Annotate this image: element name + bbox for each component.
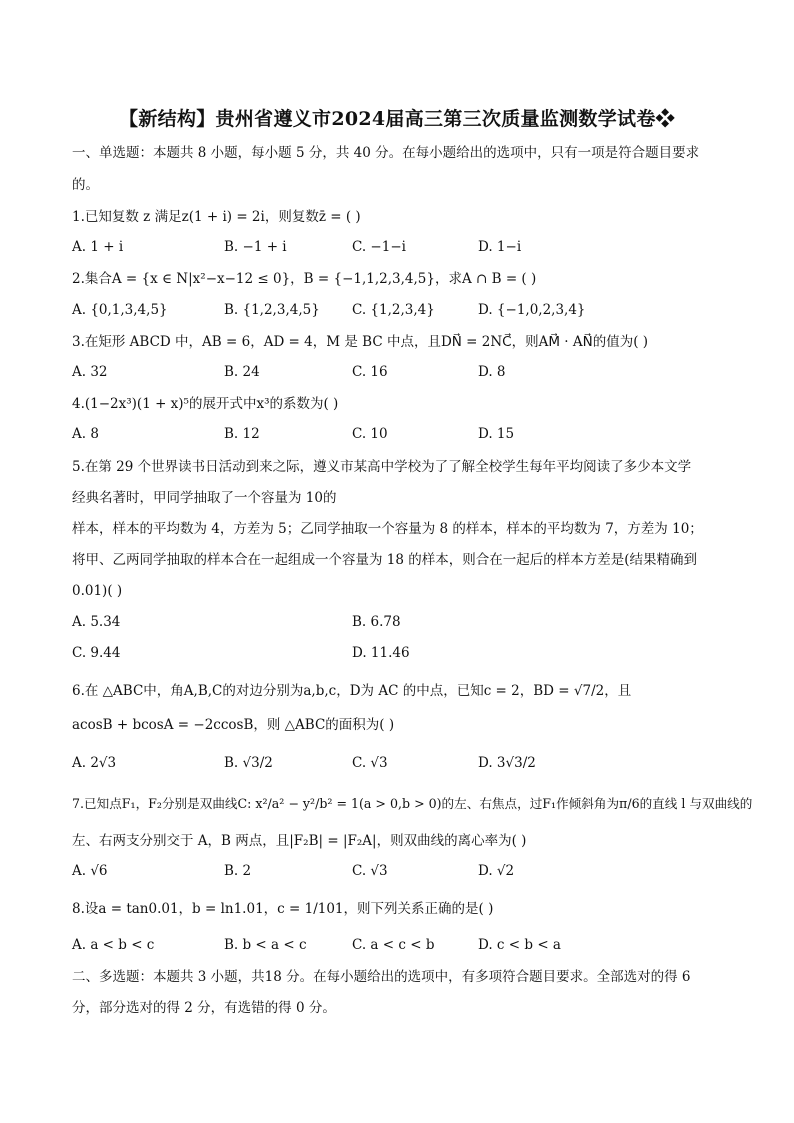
section2-heading-line2: 分，部分选对的得 2 分，有选错的得 0 分。 bbox=[72, 1000, 336, 1016]
question-7-stem-line1: 7.已知点F₁，F₂分别是双曲线C: x²/a² − y²/b² = 1(a > 0,b > 0)的左、右焦点，过F₁作倾斜角为π/6的直线 l 与双曲线的 bbox=[72, 796, 753, 811]
question-5-stem-line5: 0.01)( ) bbox=[72, 583, 123, 599]
section1-heading-line1: 一、单选题：本题共 8 小题，每小题 5 分，共 40 分。在每小题给出的选项中，只有一项是符合题目要求 bbox=[72, 145, 700, 161]
q8-option-b[interactable]: B. b < a < c bbox=[224, 937, 307, 953]
q1-option-a[interactable]: A. 1 + i bbox=[72, 239, 124, 255]
q8-option-a[interactable]: A. a < b < c bbox=[72, 937, 155, 953]
q8-option-c[interactable]: C. a < c < b bbox=[352, 937, 435, 953]
q4-option-b[interactable]: B. 12 bbox=[224, 426, 260, 442]
q5-option-c[interactable]: C. 9.44 bbox=[72, 645, 121, 661]
q7-option-c[interactable]: C. √3 bbox=[352, 863, 388, 879]
q1-option-d[interactable]: D. 1−i bbox=[478, 239, 522, 255]
question-2-stem: 2.集合A = {x ∈ N|x²−x−12 ≤ 0}，B = {−1,1,2,3,4,5}，求A ∩ B = ( ) bbox=[72, 271, 537, 287]
question-6-stem-line1: 6.在 △ABC中，角A,B,C的对边分别为a,b,c，D为 AC 的中点，已知c = 2，BD = √7/2，且 bbox=[72, 683, 632, 699]
q6-option-c[interactable]: C. √3 bbox=[352, 755, 388, 771]
q3-option-b[interactable]: B. 24 bbox=[224, 364, 260, 380]
q4-option-a[interactable]: A. 8 bbox=[72, 426, 99, 442]
q1-option-b[interactable]: B. −1 + i bbox=[224, 239, 287, 255]
q5-option-d[interactable]: D. 11.46 bbox=[352, 645, 410, 661]
question-3-options bbox=[72, 364, 732, 382]
question-5-stem-line4: 将甲、乙两同学抽取的样本合在一起组成一个容量为 18 的样本，则合在一起后的样本方差是(结果精确到 bbox=[72, 552, 698, 568]
question-7-stem-line2: 左、右两支分别交于 A，B 两点，且|F₂B| = |F₂A|，则双曲线的离心率为( ) bbox=[72, 833, 527, 849]
q7-option-d[interactable]: D. √2 bbox=[478, 863, 515, 879]
question-5-stem-line3: 样本，样本的平均数为 4，方差为 5；乙同学抽取一个容量为 8 的样本，样本的平均数为 7，方差为 10； bbox=[72, 521, 703, 537]
question-6-stem-line2: acosB + bcosA = −2ccosB，则 △ABC的面积为( ) bbox=[72, 717, 395, 733]
q3-option-d[interactable]: D. 8 bbox=[478, 364, 506, 380]
q8-option-d[interactable]: D. c < b < a bbox=[478, 937, 561, 953]
q5-option-b[interactable]: B. 6.78 bbox=[352, 614, 401, 630]
question-8-options bbox=[72, 937, 732, 955]
q3-option-c[interactable]: C. 16 bbox=[352, 364, 388, 380]
question-5-options-row1 bbox=[72, 614, 732, 632]
question-3-stem: 3.在矩形 ABCD 中，AB = 6，AD = 4，M 是 BC 中点，且DN⃗ = 2NC⃗，则AM⃗ · AN⃗的值为( ) bbox=[72, 334, 649, 350]
q4-option-c[interactable]: C. 10 bbox=[352, 426, 388, 442]
question-6-options bbox=[72, 755, 732, 773]
question-1-options bbox=[72, 239, 732, 257]
q6-option-d[interactable]: D. 3√3/2 bbox=[478, 755, 536, 771]
q2-option-d[interactable]: D. {−1,0,2,3,4} bbox=[478, 302, 586, 318]
question-4-stem: 4.(1−2x³)(1 + x)⁵的展开式中x³的系数为( ) bbox=[72, 396, 339, 412]
q6-option-a[interactable]: A. 2√3 bbox=[72, 755, 117, 771]
question-1-stem: 1.已知复数 z 满足z(1 + i) = 2i，则复数z̄ = ( ) bbox=[72, 209, 361, 225]
q2-option-a[interactable]: A. {0,1,3,4,5} bbox=[72, 302, 168, 318]
q4-option-d[interactable]: D. 15 bbox=[478, 426, 515, 442]
q7-option-b[interactable]: B. 2 bbox=[224, 863, 252, 879]
q3-option-a[interactable]: A. 32 bbox=[72, 364, 108, 380]
q1-option-c[interactable]: C. −1−i bbox=[352, 239, 406, 255]
question-8-stem: 8.设a = tan0.01，b = ln1.01，c = 1/101，则下列关系正确的是( ) bbox=[72, 901, 494, 917]
question-5-stem-line1: 5.在第 29 个世界读书日活动到来之际，遵义市某高中学校为了了解全校学生每年平均阅读了多少本文学 bbox=[72, 459, 692, 475]
question-2-options bbox=[72, 302, 732, 320]
q2-option-b[interactable]: B. {1,2,3,4,5} bbox=[224, 302, 320, 318]
question-5-stem-line2: 经典名著时，甲同学抽取了一个容量为 10的 bbox=[72, 490, 337, 506]
question-4-options bbox=[72, 426, 732, 444]
q6-option-b[interactable]: B. √3/2 bbox=[224, 755, 273, 771]
q2-option-c[interactable]: C. {1,2,3,4} bbox=[352, 302, 435, 318]
section2-heading-line1: 二、多选题：本题共 3 小题，共18 分。在每小题给出的选项中，有多项符合题目要求。全部选对的得 6 bbox=[72, 969, 691, 985]
question-5-options-row2 bbox=[72, 645, 732, 663]
q7-option-a[interactable]: A. √6 bbox=[72, 863, 108, 879]
question-7-options bbox=[72, 863, 732, 881]
q5-option-a[interactable]: A. 5.34 bbox=[72, 614, 121, 630]
section1-heading-line2: 的。 bbox=[72, 177, 99, 193]
exam-title: 【新结构】贵州省遵义市2024届高三第三次质量监测数学试卷❖ bbox=[119, 108, 675, 130]
